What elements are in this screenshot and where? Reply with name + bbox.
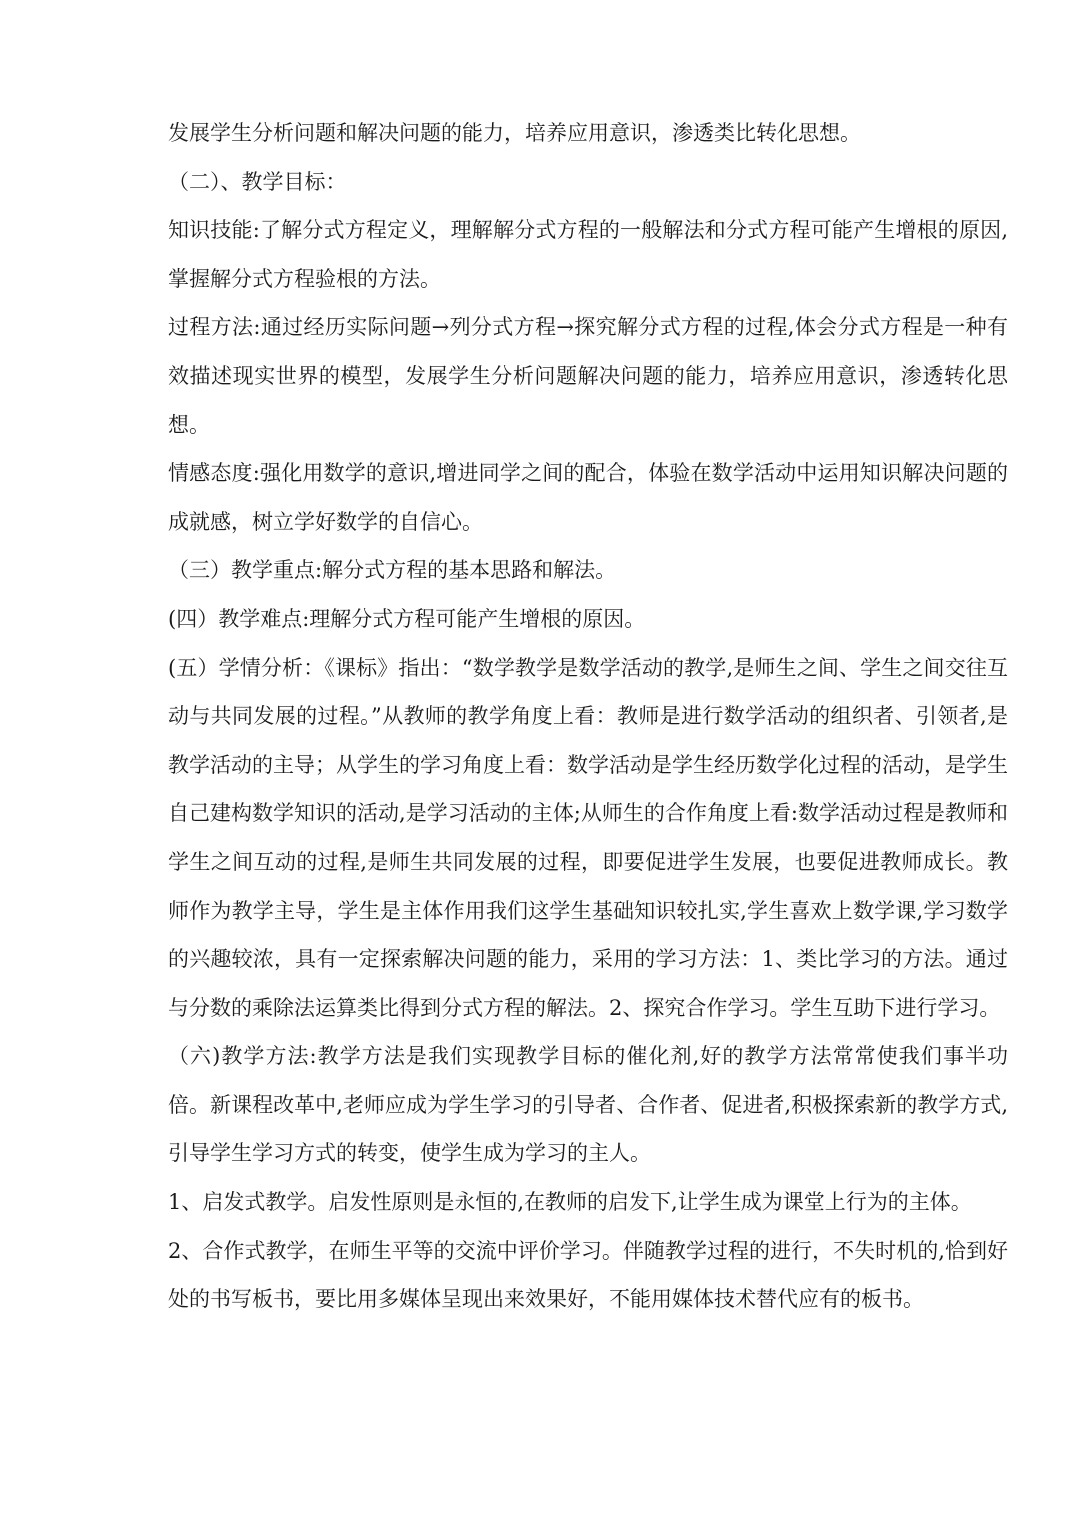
paragraph-heuristic-teaching: 1、启发式教学。启发性原则是永恒的,在教师的启发下,让学生成为课堂上行为的主体。 — [168, 1190, 972, 1215]
document-body — [168, 109, 1008, 1324]
paragraph-knowledge-skills: 知识技能:了解分式方程定义，理解解分式方程的一般解法和分式方程可能产生增根的原因,掌握解分式方程验根的方法。 — [168, 218, 1008, 291]
paragraph-learner-analysis: (五）学情分析：《课标》指出：“数学教学是数学活动的教学,是师生之间、学生之间交往互动与共同发展的过程。”从教师的教学角度上看：教师是进行数学活动的组织者、引领者,是教学活动的主导；从学生的学习角度上看：数学活动是学生经历数学化过程的活动，是学生自己建构数学知识的活动,是学习活动的主体;从师生的合作角度上看:数学活动过程是教师和学生之间互动的过程,是师生共同发展的过程，即要促进学生发展，也要促进教师成长。教师作为教学主导，学生是主体作用我们这学生基础知识较扎实,学生喜欢上数学课,学习数学的兴趣较浓，具有一定探索解决问题的能力，采用的学习方法：1、类比学习的方法。通过与分数的乘除法运算类比得到分式方程的解法。2、探究合作学习。学生互助下进行学习。 — [168, 655, 1008, 1020]
heading-teaching-objectives: （二）、教学目标： — [168, 169, 347, 194]
paragraph-teaching-methods: （六)教学方法:教学方法是我们实现教学目标的催化剂,好的教学方法常常使我们事半功倍。新课程改革中,老师应成为学生学习的引导者、合作者、促进者,积极探索新的教学方式,引导学生学习方式的转变，使学生成为学习的主人。 — [168, 1044, 1008, 1166]
paragraph-cooperative-teaching: 2、合作式教学，在师生平等的交流中评价学习。伴随教学过程的进行，不失时机的,恰到好处的书写板书，要比用多媒体呈现出来效果好，不能用媒体技术替代应有的板书。 — [168, 1238, 1008, 1312]
paragraph-emotional-attitude: 情感态度:强化用数学的意识,增进同学之间的配合，体验在数学活动中运用知识解决问题的成就感，树立学好数学的自信心。 — [168, 461, 1008, 534]
paragraph-key-points: （三）教学重点:解分式方程的基本思路和解法。 — [168, 558, 617, 583]
paragraph-difficult-points: (四）教学难点:理解分式方程可能产生增根的原因。 — [168, 606, 646, 631]
paragraph-process-methods: 过程方法:通过经历实际问题→列分式方程→探究解分式方程的过程,体会分式方程是一种有效描述现实世界的模型，发展学生分析问题解决问题的能力，培养应用意识，渗透转化思想。 — [168, 315, 1008, 437]
paragraph-ability-goal: 发展学生分析问题和解决问题的能力，培养应用意识，渗透类比转化思想。 — [168, 121, 861, 145]
